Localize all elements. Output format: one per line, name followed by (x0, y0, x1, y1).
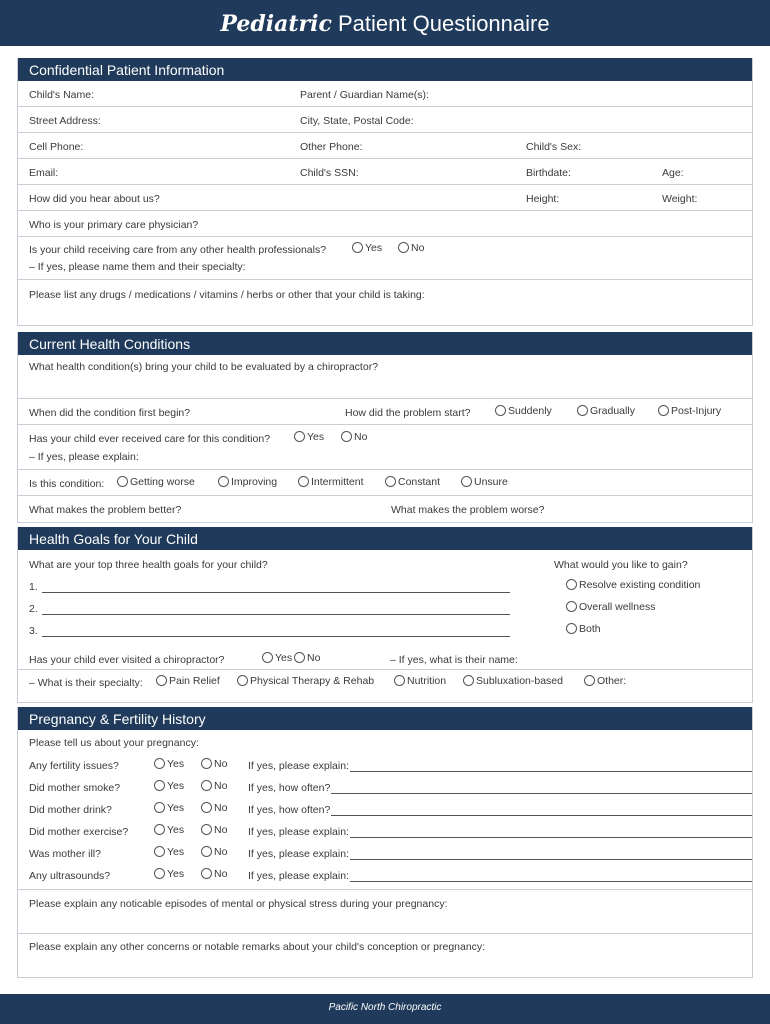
section-heading: Confidential Patient Information (18, 58, 752, 81)
condition-improving[interactable] (218, 476, 277, 488)
row-drugs (18, 280, 752, 325)
start-option-gradually[interactable] (577, 405, 635, 417)
pregnancy-no[interactable] (201, 780, 227, 792)
option-label: Improving (231, 476, 278, 488)
radio-icon[interactable] (461, 476, 472, 487)
option-label: Getting worse (130, 476, 195, 488)
row-email (18, 159, 752, 185)
email-field[interactable]: Email: (29, 167, 59, 179)
specialty-pain-relief[interactable] (156, 675, 220, 687)
radio-icon[interactable] (584, 675, 595, 686)
drugs-field[interactable]: Please list any drugs / medications / vitamins / herbs or other that your child is taking: (29, 289, 425, 301)
height-field[interactable]: Height: (526, 193, 560, 205)
radio-icon[interactable] (201, 802, 212, 813)
radio-icon[interactable] (394, 675, 405, 686)
childs-name-field[interactable]: Child's Name: (29, 89, 95, 101)
pregnancy-followup-label: If yes, please explain: (248, 848, 349, 860)
pregnancy-followup-label: If yes, how often? (248, 782, 331, 794)
option-label: Suddenly (508, 405, 552, 417)
option-label: Both (579, 623, 601, 635)
row-other-care (18, 237, 752, 280)
weight-field[interactable]: Weight: (662, 193, 698, 205)
row-specialty (18, 670, 752, 702)
row-stress (18, 890, 752, 934)
row-goals (18, 550, 752, 670)
no-label: No (214, 758, 228, 770)
yes-label: Yes (167, 758, 185, 770)
radio-icon[interactable] (298, 476, 309, 487)
ssn-field[interactable]: Child's SSN: (300, 167, 359, 179)
yes-label: Yes (167, 846, 185, 858)
row-received-care (18, 425, 752, 470)
yes-label: Yes (167, 802, 185, 814)
radio-icon[interactable] (117, 476, 128, 487)
yes-label: Yes (167, 780, 185, 792)
footer (0, 994, 770, 1024)
other-phone-field[interactable]: Other Phone: (300, 141, 363, 153)
condition-getting-worse[interactable] (117, 476, 195, 488)
pregnancy-followup-line[interactable] (350, 771, 752, 772)
specialty-other[interactable] (584, 675, 626, 687)
other-care-explain[interactable]: – If yes, please name them and their specialty: (29, 261, 246, 273)
radio-icon[interactable] (658, 405, 669, 416)
radio-icon[interactable] (566, 579, 577, 590)
radio-icon[interactable] (201, 780, 212, 791)
radio-icon[interactable] (398, 242, 409, 253)
goal-number: 2. (29, 603, 38, 615)
radio-icon[interactable] (201, 758, 212, 769)
radio-icon[interactable] (566, 623, 577, 634)
worse-field[interactable]: What makes the problem worse? (391, 504, 545, 516)
pregnancy-followup-line[interactable] (350, 837, 752, 838)
radio-icon[interactable] (566, 601, 577, 612)
option-label: Intermittent (311, 476, 364, 488)
pregnancy-yes[interactable] (154, 780, 184, 792)
no-label: No (214, 802, 228, 814)
pregnancy-no[interactable] (201, 824, 227, 836)
option-label: Pain Relief (169, 675, 220, 687)
option-label: Other: (597, 675, 627, 687)
radio-icon[interactable] (154, 824, 165, 835)
yes-label: Yes (167, 868, 185, 880)
no-label: No (307, 652, 321, 664)
other-care-question: Is your child receiving care from any other health professionals? (29, 244, 327, 256)
yes-label: Yes (365, 242, 383, 254)
goal-number: 1. (29, 581, 38, 593)
received-care-question: Has your child ever received care for this condition? (29, 433, 271, 445)
radio-icon[interactable] (237, 675, 248, 686)
section-pregnancy (17, 707, 753, 978)
radio-icon[interactable] (352, 242, 363, 253)
condition-state-question: Is this condition: (29, 478, 105, 490)
no-label: No (214, 824, 228, 836)
specialty-pt-rehab[interactable] (237, 675, 374, 687)
street-field[interactable]: Street Address: (29, 115, 101, 127)
no-label: No (354, 431, 368, 443)
condition-constant[interactable] (385, 476, 440, 488)
pregnancy-question: Any ultrasounds? (29, 870, 111, 882)
option-label: Nutrition (407, 675, 447, 687)
pregnancy-yes[interactable] (154, 868, 184, 880)
radio-icon[interactable] (341, 431, 352, 442)
condition-field[interactable]: What health condition(s) bring your child to be evaluated by a chiropractor? (29, 361, 379, 373)
radio-icon[interactable] (218, 476, 229, 487)
visited-question: Has your child ever visited a chiropractor? (29, 654, 225, 666)
no-label: No (214, 846, 228, 858)
specialty-subluxation[interactable] (463, 675, 563, 687)
row-names (18, 81, 752, 107)
other-care-yes[interactable] (352, 242, 382, 254)
row-better-worse (18, 496, 752, 522)
specialty-question: – What is their specialty: (29, 677, 143, 689)
radio-icon[interactable] (154, 868, 165, 879)
row-what-condition (18, 355, 752, 399)
section-current-health (17, 332, 753, 523)
parent-name-field[interactable]: Parent / Guardian Name(s): (300, 89, 429, 101)
radio-icon[interactable] (201, 846, 212, 857)
row-hear (18, 185, 752, 211)
pregnancy-intro: Please tell us about your pregnancy: (29, 737, 199, 749)
specialty-nutrition[interactable] (394, 675, 446, 687)
start-option-suddenly[interactable] (495, 405, 552, 417)
section-heading: Pregnancy & Fertility History (18, 707, 752, 730)
condition-unsure[interactable] (461, 476, 508, 488)
pregnancy-no[interactable] (201, 802, 227, 814)
pregnancy-followup-line[interactable] (350, 881, 752, 882)
no-label: No (214, 868, 228, 880)
option-label: Gradually (590, 405, 635, 417)
title-bar (0, 0, 770, 46)
row-phones (18, 133, 752, 159)
pregnancy-followup-label: If yes, please explain: (248, 760, 349, 772)
received-care-explain[interactable]: – If yes, please explain: (29, 451, 139, 463)
start-option-post-injury[interactable] (658, 405, 721, 417)
section-heading: Current Health Conditions (18, 332, 752, 355)
option-label: Resolve existing condition (579, 579, 701, 591)
yes-label: Yes (167, 824, 185, 836)
goal-1-line[interactable] (42, 592, 510, 593)
no-label: No (214, 780, 228, 792)
footer-text: Pacific North Chiropractic (328, 1002, 442, 1013)
pregnancy-no[interactable] (201, 758, 227, 770)
top-three-question: What are your top three health goals for your child? (29, 559, 268, 571)
radio-icon[interactable] (154, 802, 165, 813)
cell-phone-field[interactable]: Cell Phone: (29, 141, 84, 153)
pregnancy-no[interactable] (201, 868, 227, 880)
goal-2-line[interactable] (42, 614, 510, 615)
gain-wellness[interactable] (566, 601, 655, 613)
radio-icon[interactable] (154, 780, 165, 791)
radio-icon[interactable] (201, 824, 212, 835)
radio-icon[interactable] (495, 405, 506, 416)
received-care-no[interactable] (341, 431, 367, 443)
row-when-begin (18, 399, 752, 425)
radio-icon[interactable] (385, 476, 396, 487)
page-title (0, 11, 770, 37)
option-label: Physical Therapy & Rehab (250, 675, 375, 687)
pregnancy-followup-line[interactable] (350, 859, 752, 860)
goal-number: 3. (29, 625, 38, 637)
pregnancy-followup-label: If yes, please explain: (248, 826, 349, 838)
section-patient-info (17, 58, 753, 326)
visited-yes[interactable] (262, 652, 292, 664)
title-rest: Patient Questionnaire (338, 11, 550, 36)
pregnancy-yes[interactable] (154, 846, 184, 858)
radio-icon[interactable] (154, 846, 165, 857)
row-pcp (18, 211, 752, 237)
gain-resolve[interactable] (566, 579, 700, 591)
radio-icon[interactable] (463, 675, 474, 686)
condition-intermittent[interactable] (298, 476, 364, 488)
yes-label: Yes (275, 652, 293, 664)
visited-no[interactable] (294, 652, 320, 664)
row-concerns (18, 934, 752, 977)
radio-icon[interactable] (154, 758, 165, 769)
pregnancy-no[interactable] (201, 846, 227, 858)
concerns-field[interactable]: Please explain any other concerns or notable remarks about your child's conception or pregnancy: (29, 941, 486, 953)
better-field[interactable]: What makes the problem better? (29, 504, 182, 516)
goal-3-line[interactable] (42, 636, 510, 637)
stress-field[interactable]: Please explain any noticable episodes of mental or physical stress during your pregnancy: (29, 898, 448, 910)
chiro-name-field[interactable]: – If yes, what is their name: (390, 654, 518, 666)
how-start-question: How did the problem start? (345, 407, 471, 419)
pregnancy-yes[interactable] (154, 824, 184, 836)
when-begin-field[interactable]: When did the condition first begin? (29, 407, 191, 419)
pregnancy-question: Did mother drink? (29, 804, 112, 816)
sex-field[interactable]: Child's Sex: (526, 141, 582, 153)
pregnancy-question: Was mother ill? (29, 848, 101, 860)
row-condition-state (18, 470, 752, 496)
title-script: Pediatric (220, 11, 332, 37)
pregnancy-yes[interactable] (154, 802, 184, 814)
pregnancy-followup-line[interactable] (331, 815, 752, 816)
radio-icon[interactable] (294, 431, 305, 442)
radio-icon[interactable] (294, 652, 305, 663)
gain-question: What would you like to gain? (554, 559, 688, 571)
radio-icon[interactable] (156, 675, 167, 686)
yes-label: Yes (307, 431, 325, 443)
option-label: Subluxation-based (476, 675, 563, 687)
option-label: Post-Injury (671, 405, 722, 417)
pregnancy-followup-label: If yes, how often? (248, 804, 331, 816)
pregnancy-yes[interactable] (154, 758, 184, 770)
section-heading: Health Goals for Your Child (18, 527, 752, 550)
option-label: Constant (398, 476, 441, 488)
pregnancy-question: Did mother exercise? (29, 826, 129, 838)
pregnancy-followup-line[interactable] (331, 793, 752, 794)
pregnancy-question: Any fertility issues? (29, 760, 119, 772)
pcp-field[interactable]: Who is your primary care physician? (29, 219, 199, 231)
hear-field[interactable]: How did you hear about us? (29, 193, 160, 205)
option-label: Overall wellness (579, 601, 656, 613)
birthdate-field[interactable]: Birthdate: (526, 167, 571, 179)
pregnancy-question: Did mother smoke? (29, 782, 121, 794)
radio-icon[interactable] (577, 405, 588, 416)
row-address (18, 107, 752, 133)
age-field[interactable]: Age: (662, 167, 684, 179)
section-health-goals (17, 527, 753, 703)
row-pregnancy-questions (18, 730, 752, 890)
radio-icon[interactable] (262, 652, 273, 663)
city-field[interactable]: City, State, Postal Code: (300, 115, 414, 127)
received-care-yes[interactable] (294, 431, 324, 443)
radio-icon[interactable] (201, 868, 212, 879)
option-label: Unsure (474, 476, 508, 488)
no-label: No (411, 242, 425, 254)
other-care-no[interactable] (398, 242, 424, 254)
gain-both[interactable] (566, 623, 601, 635)
pregnancy-followup-label: If yes, please explain: (248, 870, 349, 882)
